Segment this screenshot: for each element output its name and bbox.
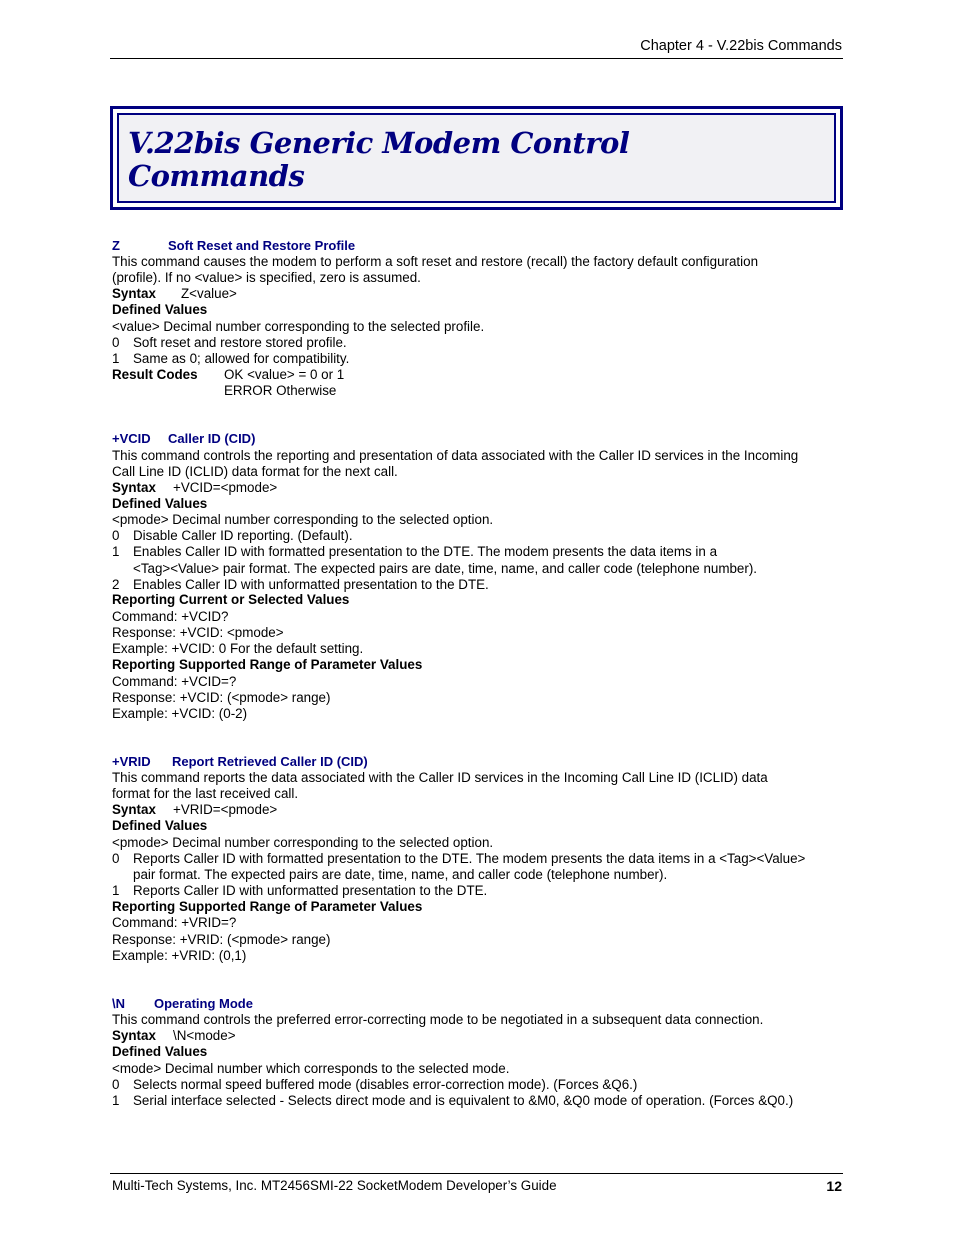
footer-text: Multi-Tech Systems, Inc. MT2456SMI-22 SocketModem Developer’s Guide (112, 1178, 557, 1193)
vcid-reporting-current-response: Response: +VCID: <pmode> (112, 625, 284, 640)
vcid-reporting-current-command: Command: +VCID? (112, 609, 229, 624)
vcid-defined-values-intro: <pmode> Decimal number corresponding to the selected option. (112, 512, 494, 527)
z-result-code-ok: OK <value> = 0 or 1 (224, 367, 345, 382)
n-value-1-num: 1 (112, 1093, 120, 1108)
vcid-name: Caller ID (CID) (168, 431, 256, 446)
z-value-0 (112, 335, 347, 351)
n-syntax-value: \N<mode> (173, 1028, 236, 1043)
vcid-reporting-range-example: Example: +VCID: (0-2) (112, 706, 248, 721)
n-value-0-num: 0 (112, 1077, 120, 1092)
vrid-desc-1: This command reports the data associated with the Caller ID services in the Incoming Call Line ID (ICLID) data (112, 770, 768, 785)
vrid-code: +VRID (112, 754, 151, 769)
vcid-syntax-value: +VCID=<pmode> (173, 480, 278, 495)
vcid-defined-values-label: Defined Values (112, 496, 208, 511)
chapter-title-line2: Commands (128, 159, 305, 193)
z-code: Z (112, 238, 120, 253)
page-number: 12 (826, 1178, 842, 1194)
vcid-value-2-num: 2 (112, 577, 120, 592)
vcid-syntax-label: Syntax (112, 480, 156, 495)
n-value-0-text: Selects normal speed buffered mode (disables error-correction mode). (Forces &Q6.) (133, 1077, 638, 1092)
vrid-syntax-value: +VRID=<pmode> (173, 802, 278, 817)
vcid-value-0 (112, 528, 353, 544)
vcid-desc-2: Call Line ID (ICLID) data format for the next call. (112, 464, 398, 479)
z-desc-2: (profile). If no <value> is specified, zero is assumed. (112, 270, 421, 285)
running-header: Chapter 4 - V.22bis Commands (640, 38, 842, 54)
n-code: \N (112, 996, 125, 1011)
vcid-reporting-current-label: Reporting Current or Selected Values (112, 592, 350, 607)
n-name: Operating Mode (154, 996, 253, 1011)
z-syntax (112, 286, 237, 302)
z-heading (112, 238, 356, 254)
vrid-value-0 (112, 851, 806, 867)
z-value-1-text: Same as 0; allowed for compatibility. (133, 351, 350, 366)
vrid-value-1-num: 1 (112, 883, 120, 898)
chapter-title-line1: V.22bis Generic Modem Control (128, 126, 630, 160)
z-syntax-label: Syntax (112, 286, 156, 301)
vcid-value-0-num: 0 (112, 528, 120, 543)
vcid-value-2-text: Enables Caller ID with unformatted presentation to the DTE. (133, 577, 489, 592)
n-value-0 (112, 1077, 638, 1093)
vcid-heading (112, 431, 256, 447)
vrid-defined-values-label: Defined Values (112, 818, 208, 833)
z-value-0-text: Soft reset and restore stored profile. (133, 335, 347, 350)
vcid-value-2 (112, 577, 489, 593)
n-desc-1: This command controls the preferred error-correcting mode to be negotiated in a subsequent data connection. (112, 1012, 764, 1027)
vrid-value-0-text-a: Reports Caller ID with formatted presentation to the DTE. The modem presents the data items in a <Tag><Value> (133, 851, 806, 866)
vrid-value-1-text: Reports Caller ID with unformatted presentation to the DTE. (133, 883, 488, 898)
n-syntax (112, 1028, 236, 1044)
vcid-value-1-text-b: <Tag><Value> pair format. The expected pairs are date, time, name, and caller code (telephone number). (133, 561, 758, 576)
chapter-title (128, 127, 629, 193)
z-defined-values-label: Defined Values (112, 302, 208, 317)
z-value-1 (112, 351, 350, 367)
z-desc-1: This command causes the modem to perform a soft reset and restore (recall) the factory default configuration (112, 254, 759, 269)
z-defined-values-intro: <value> Decimal number corresponding to the selected profile. (112, 319, 485, 334)
z-syntax-value: Z<value> (181, 286, 237, 301)
vcid-value-1-num: 1 (112, 544, 120, 559)
vrid-reporting-range-response: Response: +VRID: (<pmode> range) (112, 932, 331, 947)
vrid-syntax (112, 802, 278, 818)
header-rule (110, 58, 843, 59)
vrid-name: Report Retrieved Caller ID (CID) (172, 754, 368, 769)
vrid-value-1 (112, 883, 488, 899)
vcid-value-1-text-a: Enables Caller ID with formatted presentation to the DTE. The modem presents the data items in a (133, 544, 718, 559)
vrid-desc-2: format for the last received call. (112, 786, 299, 801)
vrid-reporting-range-command: Command: +VRID=? (112, 915, 237, 930)
vrid-syntax-label: Syntax (112, 802, 156, 817)
n-syntax-label: Syntax (112, 1028, 156, 1043)
vcid-desc-1: This command controls the reporting and presentation of data associated with the Caller ID services in the Incoming (112, 448, 799, 463)
vrid-value-0-num: 0 (112, 851, 120, 866)
vcid-code: +VCID (112, 431, 151, 446)
vcid-syntax (112, 480, 278, 496)
vcid-value-0-text: Disable Caller ID reporting. (Default). (133, 528, 353, 543)
vcid-reporting-range-response: Response: +VCID: (<pmode> range) (112, 690, 331, 705)
z-result-code-error: ERROR Otherwise (224, 383, 337, 398)
n-value-1 (112, 1093, 794, 1109)
vrid-value-0-text-b: pair format. The expected pairs are date, time, name, and caller code (telephone number). (133, 867, 668, 882)
z-name: Soft Reset and Restore Profile (168, 238, 356, 253)
chapter-title-inner (117, 113, 836, 203)
z-result-codes-label: Result Codes (112, 367, 198, 382)
n-heading (112, 996, 253, 1012)
n-value-1-text: Serial interface selected - Selects direct mode and is equivalent to &M0, &Q0 mode of operation. (Forces &Q0.) (133, 1093, 794, 1108)
z-value-1-num: 1 (112, 351, 120, 366)
vcid-reporting-range-label: Reporting Supported Range of Parameter Values (112, 657, 423, 672)
vcid-value-1 (112, 544, 718, 560)
vcid-reporting-current-example: Example: +VCID: 0 For the default setting. (112, 641, 364, 656)
vrid-heading (112, 754, 368, 770)
z-result-codes (112, 367, 345, 383)
z-value-0-num: 0 (112, 335, 120, 350)
n-defined-values-intro: <mode> Decimal number which corresponds to the selected mode. (112, 1061, 510, 1076)
footer-rule (110, 1173, 843, 1174)
vrid-reporting-range-example: Example: +VRID: (0,1) (112, 948, 247, 963)
vrid-defined-values-intro: <pmode> Decimal number corresponding to the selected option. (112, 835, 494, 850)
vrid-reporting-range-label: Reporting Supported Range of Parameter Values (112, 899, 423, 914)
chapter-title-box (110, 106, 843, 210)
vcid-reporting-range-command: Command: +VCID=? (112, 674, 237, 689)
n-defined-values-label: Defined Values (112, 1044, 208, 1059)
